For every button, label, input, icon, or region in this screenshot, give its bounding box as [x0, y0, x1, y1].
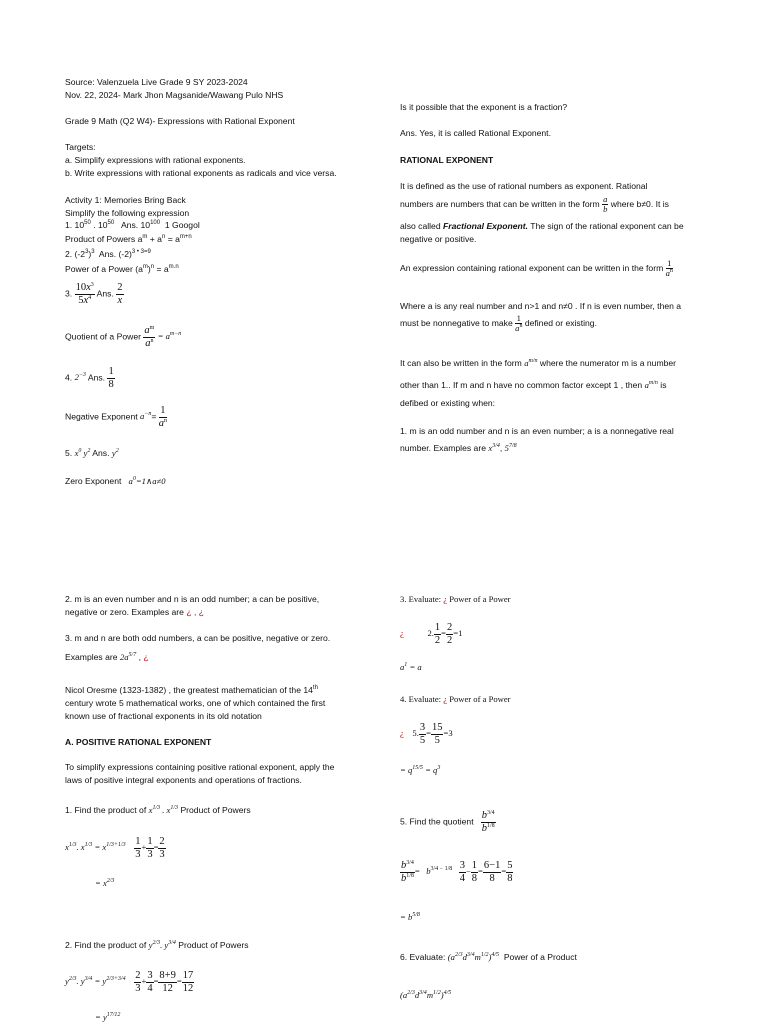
question: Is it possible that the exponent is a fraction? [400, 102, 568, 112]
expression-form-line: An expression containing rational exponent can be written in the form $\frac{1}{a^n}$ [400, 258, 673, 279]
item-4: 4. $2^{-3}$ Ans. $\frac{1}{8}$ [65, 366, 114, 390]
target-b: b. Write expressions with rational exponents as radicals and vice versa. [65, 168, 337, 178]
source-line: Source: Valenzuela Live Grade 9 SY 2023-2024 [65, 77, 248, 87]
example-2-result: = $y^{17/12}$ [95, 1012, 121, 1022]
example-3-work: ¿ 2. $\frac{1}{2}$ = $\frac{2}{2}$ =1 [400, 622, 463, 646]
date-author-line: Nov. 22, 2024- Mark Jhon Magsanide/Wawang Pulo NHS [65, 90, 284, 100]
example-4-work: ¿ 5. $\frac{3}{5}$ = $\frac{15}{5}$ =3 [400, 722, 453, 746]
example-2-work: $y^{2/3}$. $y^{3/4} = y^{2/3+3/4}$ $\frac{2}{3}$ + $\frac{3}{4}$ = $\frac{8+9}{12}$ = $\frac{17}{12}$ [65, 970, 194, 994]
case-3-line-1: 3. m and n are both odd numbers, a can be positive, negative or zero. [65, 633, 331, 643]
example-1: 1. Find the product of $x^{1/3}$ . $x^{1/3}$ Product of Powers [65, 805, 251, 815]
item-5: 5. $x^0$ $y^2$ Ans. $y^2$ [65, 448, 119, 458]
rational-exponent-heading: RATIONAL EXPONENT [400, 155, 494, 165]
item-2: 2. $(-2^3)^3$ Ans. $(-2)^{3 • 3=9}$ [65, 249, 151, 259]
answer: Ans. Yes, it is called Rational Exponent. [400, 128, 551, 138]
targets-label: Targets: [65, 142, 96, 152]
activity-instruction: Simplify the following expression [65, 208, 190, 218]
lesson-title: Grade 9 Math (Q2 W4)- Expressions with Rational Exponent [65, 116, 295, 126]
section-a-heading: A. POSITIVE RATIONAL EXPONENT [65, 737, 212, 747]
definition-line-1: It is defined as the use of rational numbers as exponent. Rational [400, 181, 648, 191]
example-5-result: = $b^{5/8}$ [400, 912, 420, 922]
case-2-line-2: negative or zero. Examples are ¿ , ¿ [65, 607, 205, 617]
target-a: a. Simplify expressions with rational exponents. [65, 155, 246, 165]
product-of-powers-rule: Product of Powers $a^m + a^n = a^{m+n}$ [65, 234, 192, 244]
simplify-line-1: To simplify expressions containing positive rational exponent, apply the [65, 762, 335, 772]
item-1: 1. $10^{50}$ . $10^{50}$ Ans. $10^{100}$ 1 Googol [65, 220, 200, 230]
case-2-line-1: 2. m is an even number and n is an odd number; a can be positive, [65, 594, 320, 604]
example-4-result: = $q^{15/5} = q^3$ [400, 765, 441, 775]
also-form-line-3: defibed or existing when: [400, 398, 496, 408]
simplify-line-2: laws of positive integral exponents and operations of fractions. [65, 775, 302, 785]
definition-line-2: numbers are numbers that can be written in the form $\frac{a}{b}$ where b≠0. It is [400, 194, 669, 215]
example-2: 2. Find the product of $y^{2/3}$. $y^{3/4}$ Product of Powers [65, 940, 249, 950]
example-3: 3. Evaluate: ¿ Power of a Power [400, 594, 511, 604]
example-6: 6. Evaluate: $(a^{2/3}d^{3/4}m^{1/2})^{4/5}$ Power of a Product [400, 952, 577, 962]
activity-title: Activity 1: Memories Bring Back [65, 195, 186, 205]
example-3-result: $a^1 = a$ [400, 662, 422, 672]
example-4: 4. Evaluate: ¿ Power of a Power [400, 694, 511, 704]
also-form-line-1: It can also be written in the form $a^{m/n}$ where the numerator m is a number [400, 358, 677, 368]
negative-exponent-rule: Negative Exponent $a^{-n}=$ $\frac{1}{a^n}$ [65, 405, 168, 429]
case-1-line-2: number. Examples are $x^{3/4}$, $5^{7/8}$ [400, 443, 517, 453]
example-1-result: = $x^{2/3}$ [95, 878, 115, 888]
example-5-work: $\frac{b^{3/4}}{b^{1/8}}$ = $b^{3/4 - 1/8}$ $\frac{3}{4}$ − $\frac{1}{8}$ = $\frac{6-1}{8}$ = $\frac{5}{8}$ [401, 860, 513, 884]
also-form-line-2: other than 1.. If m and n have no common factor except 1 , then $a^{m/n}$ is [400, 380, 667, 390]
zero-exponent-rule: Zero Exponent $a^0=1\wedge a\ne 0$ [65, 476, 166, 486]
case-1-line-1: 1. m is an odd number and n is an even number; a is a nonnegative real [400, 426, 674, 436]
case-3-line-2: Examples are $2a^{5/7}$ , ¿ [65, 652, 149, 662]
where-line-2: must be nonnegative to make $\frac{1}{a^n}$ defined or existing. [400, 313, 597, 334]
power-of-power-rule: Power of a Power $(a^m)^n = a^{m.n}$ [65, 264, 179, 274]
item-3: 3. $\frac{10x^3}{5x^4}$ Ans. $\frac{2}{x}$ [65, 282, 123, 306]
quotient-rule: Quotient of a Power $\frac{a^m}{a^n}$ = $a^{m-n}$ [65, 325, 182, 349]
definition-line-4: negative or positive. [400, 234, 477, 244]
example-6-work: $(a^{2/3}d^{3/4}m^{1/2})^{4/5}$ [400, 990, 452, 1000]
example-5: 5. Find the quotient $\frac{b^{3/4}}{b^{1/8}}$ [400, 810, 495, 834]
definition-line-3: also called Fractional Exponent. The sign of the rational exponent can be [400, 221, 684, 231]
oresme-line-3: known use of fractional exponents in its old notation [65, 711, 262, 721]
oresme-line-1: Nicol Oresme (1323-1382) , the greatest mathematician of the 14th [65, 685, 318, 695]
where-line-1: Where a is any real number and n>1 and n≠0 . If n is even number, then a [400, 301, 682, 311]
example-1-work: $x^{1/3}$. $x^{1/3} = x^{1/3+1/3}$ $\frac{1}{3}$ + $\frac{1}{3}$ = $\frac{2}{3}$ [65, 836, 165, 860]
oresme-line-2: century wrote 5 mathematical works, one of which contained the first [65, 698, 326, 708]
